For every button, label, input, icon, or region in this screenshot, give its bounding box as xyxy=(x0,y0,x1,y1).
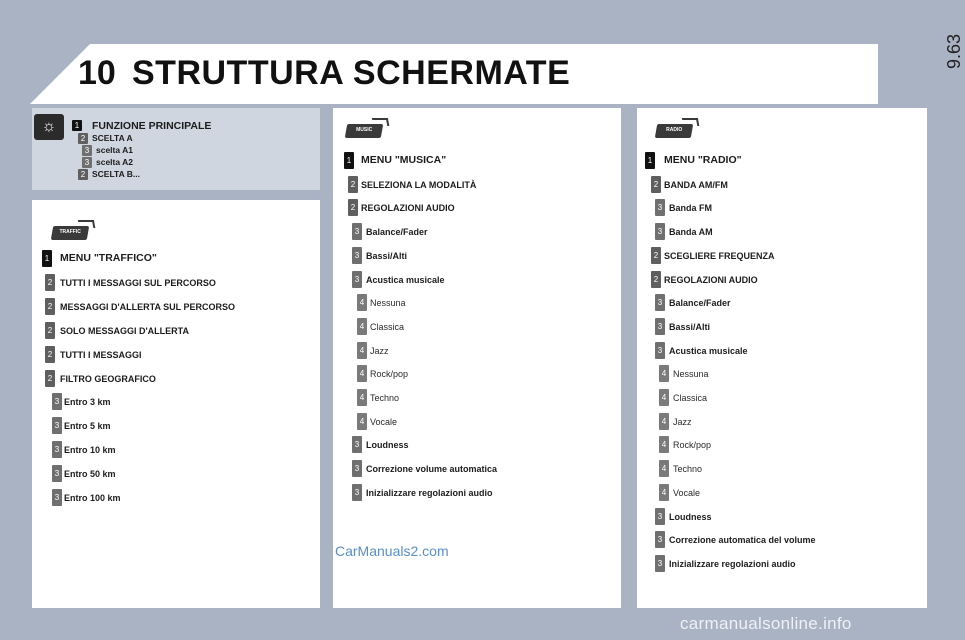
menu-item-level-3: Inizializzare regolazioni audio xyxy=(669,558,796,569)
radio-mode-icon xyxy=(655,124,693,138)
menu-item-level-2: SELEZIONA LA MODALITÀ xyxy=(361,179,477,190)
level-3-badge: 3 xyxy=(655,555,665,572)
menu-item-level-3: Entro 100 km xyxy=(64,493,121,503)
menu-item-level-2: REGOLAZIONI AUDIO xyxy=(361,203,455,214)
level-4-badge: 4 xyxy=(659,460,669,477)
menu-item-level-4: Classica xyxy=(370,321,405,332)
menu-item-level-4: Techno xyxy=(673,464,703,475)
menu-item-level-3: Balance/Fader xyxy=(669,298,731,309)
legend-item-level-2: SCELTA A xyxy=(92,133,133,143)
menu-item-level-3: Correzione automatica del volume xyxy=(669,535,816,546)
menu-item-level-2: FILTRO GEOGRAFICO xyxy=(60,373,156,384)
level-3-badge: 3 xyxy=(352,460,362,477)
menu-item-level-3: Loudness xyxy=(669,511,712,522)
menu-item-level-4: Nessuna xyxy=(673,369,709,380)
menu-item-level-4: Rock/pop xyxy=(673,440,712,451)
level-3-badge: 3 xyxy=(52,441,62,458)
level-3-badge: 3 xyxy=(655,199,665,216)
level-4-badge: 4 xyxy=(357,294,367,311)
legend-item-level-1: FUNZIONE PRINCIPALE xyxy=(92,120,212,132)
watermark-carmanuals: CarManuals2.com xyxy=(335,543,449,559)
level-3-badge: 3 xyxy=(352,484,362,501)
menu-item-level-2: REGOLAZIONI AUDIO xyxy=(664,274,758,285)
radio-icon-label: RADIO xyxy=(666,127,683,133)
legend-item-level-3: scelta A1 xyxy=(96,145,134,155)
level-4-badge: 4 xyxy=(357,389,367,406)
level-4-badge: 4 xyxy=(659,365,669,382)
level-2-badge: 2 xyxy=(45,274,55,291)
level-3-badge: 3 xyxy=(352,271,362,288)
level-3-badge: 3 xyxy=(655,531,665,548)
menu-item-level-4: Classica xyxy=(673,393,708,403)
menu-item-level-4: Vocale xyxy=(673,487,701,498)
level-4-badge: 4 xyxy=(659,389,669,406)
level-2-badge: 2 xyxy=(45,370,55,387)
menu-item-level-3: Acustica musicale xyxy=(366,274,445,285)
level-3-badge: 3 xyxy=(655,294,665,311)
menu-item-level-3: Balance/Fader xyxy=(366,227,428,238)
menu-item-level-3: Entro 50 km xyxy=(64,469,116,480)
menu-item-level-1: MENU "TRAFFICO" xyxy=(60,252,157,264)
level-2-badge: 2 xyxy=(348,176,358,193)
level-3-badge: 3 xyxy=(655,318,665,335)
menu-item-level-4: Jazz xyxy=(673,416,692,427)
level-3-badge: 3 xyxy=(655,342,665,359)
level-4-badge: 4 xyxy=(659,436,669,453)
level-1-badge: 1 xyxy=(344,152,354,169)
menu-item-level-4: Jazz xyxy=(370,345,389,356)
level-2-badge: 2 xyxy=(651,247,661,264)
music-mode-icon xyxy=(345,124,383,138)
level-2-badge: 2 xyxy=(45,322,55,339)
menu-item-level-1: MENU "MUSICA" xyxy=(361,154,447,166)
level-4-badge: 4 xyxy=(357,318,367,335)
menu-item-level-2: MESSAGGI D'ALLERTA SUL PERCORSO xyxy=(60,301,235,312)
menu-item-level-4: Techno xyxy=(370,393,400,403)
menu-item-level-3: Entro 5 km xyxy=(64,421,111,432)
watermark-carmanualsonline: carmanualsonline.info xyxy=(680,614,852,633)
level-4-badge: 4 xyxy=(659,484,669,501)
level-3-badge: 3 xyxy=(52,393,62,410)
level-1-badge: 1 xyxy=(645,152,655,169)
level-2-badge: 2 xyxy=(651,176,661,193)
level-2-badge: 2 xyxy=(45,346,55,363)
menu-item-level-3: Inizializzare regolazioni audio xyxy=(366,487,493,498)
menu-item-level-4: Vocale xyxy=(370,416,398,427)
level-2-badge: 2 xyxy=(651,271,661,288)
menu-item-level-3: Correzione volume automatica xyxy=(366,464,498,475)
level-3-badge: 3 xyxy=(352,247,362,264)
legend-level-3-badge: 3 xyxy=(82,157,92,168)
legend-level-3-badge: 3 xyxy=(82,145,92,156)
level-1-badge: 1 xyxy=(42,250,52,267)
menu-item-level-2: BANDA AM/FM xyxy=(664,179,728,190)
level-4-badge: 4 xyxy=(659,413,669,430)
traffic-icon-label: TRAFFIC xyxy=(59,229,81,235)
chapter-number: 10 xyxy=(78,54,116,92)
menu-item-level-3: Bassi/Alti xyxy=(366,250,408,261)
level-2-badge: 2 xyxy=(45,298,55,315)
level-3-badge: 3 xyxy=(352,436,362,453)
brightness-icon: ☼ xyxy=(34,114,64,140)
level-3-badge: 3 xyxy=(52,465,62,482)
menu-item-level-3: Entro 10 km xyxy=(64,445,116,456)
level-3-badge: 3 xyxy=(655,223,665,240)
level-4-badge: 4 xyxy=(357,342,367,359)
level-3-badge: 3 xyxy=(655,508,665,525)
legend-level-1-badge: 1 xyxy=(72,120,82,131)
legend-item-level-3: scelta A2 xyxy=(96,157,134,167)
level-4-badge: 4 xyxy=(357,365,367,382)
menu-item-level-2: TUTTI I MESSAGGI xyxy=(60,349,142,360)
menu-item-level-2: SCEGLIERE FREQUENZA xyxy=(664,250,775,261)
menu-item-level-2: TUTTI I MESSAGGI SUL PERCORSO xyxy=(60,277,216,288)
menu-item-level-2: SOLO MESSAGGI D'ALLERTA xyxy=(60,325,189,336)
menu-item-level-4: Nessuna xyxy=(370,298,406,309)
menu-item-level-3: Loudness xyxy=(366,440,409,451)
legend-level-2-badge: 2 xyxy=(78,169,88,180)
level-3-badge: 3 xyxy=(52,417,62,434)
legend-level-2-badge: 2 xyxy=(78,133,88,144)
level-3-badge: 3 xyxy=(52,489,62,506)
music-icon-label: MUSIC xyxy=(356,127,373,133)
level-4-badge: 4 xyxy=(357,413,367,430)
legend-item-level-2: SCELTA B... xyxy=(92,169,141,179)
menu-item-level-3: Banda FM xyxy=(669,203,713,214)
traffic-mode-icon xyxy=(51,226,89,240)
page-reference: 9.63 xyxy=(944,34,964,70)
menu-item-level-3: Entro 3 km xyxy=(64,397,111,408)
menu-item-level-1: MENU "RADIO" xyxy=(664,154,742,166)
menu-item-level-3: Acustica musicale xyxy=(669,345,748,356)
menu-item-level-3: Banda AM xyxy=(669,227,713,238)
menu-item-level-4: Rock/pop xyxy=(370,369,409,380)
level-3-badge: 3 xyxy=(352,223,362,240)
level-2-badge: 2 xyxy=(348,199,358,216)
menu-item-level-3: Bassi/Alti xyxy=(669,321,711,332)
page-title: STRUTTURA SCHERMATE xyxy=(132,54,571,92)
